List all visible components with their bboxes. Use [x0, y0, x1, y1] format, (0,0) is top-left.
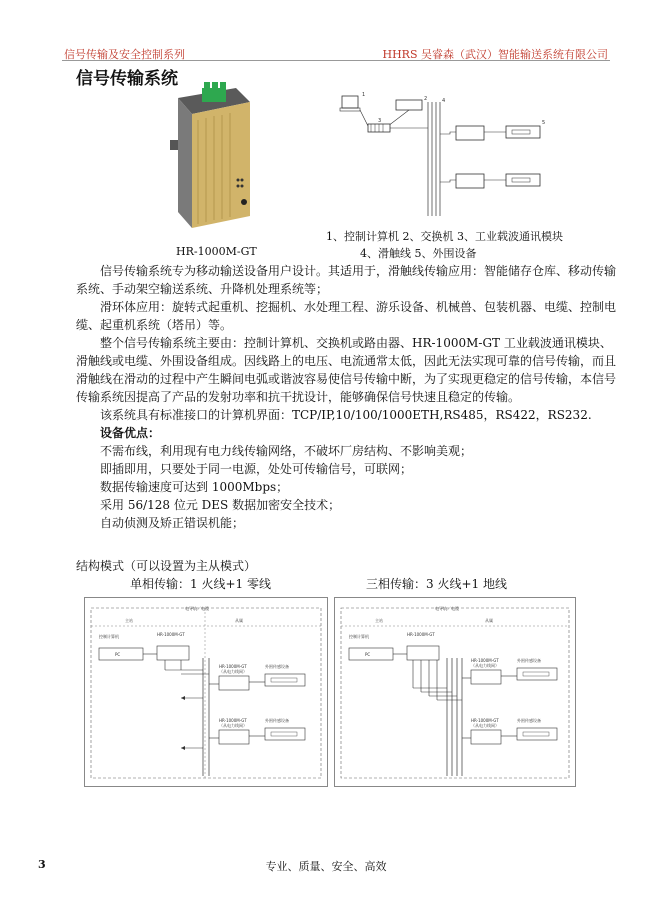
product-device-image — [158, 80, 258, 230]
product-caption: HR-1000M-GT — [176, 245, 257, 258]
paragraph-intro: 信号传输系统专为移动输送设备用户设计。其适用于，滑触线传输应用：智能储存仓库、移动传输系统、手动架空输送系统、升降机处理系统等； — [76, 264, 617, 296]
module-label: HR-1000M-GT — [407, 632, 435, 637]
single-phase-label: 单相传输：1 火线+1 零线 — [130, 577, 271, 591]
module-label: HR-1000M-GT — [219, 718, 247, 723]
diagram-number-3: 3 — [378, 118, 382, 124]
series-title: 信号传输及安全控制系列 — [64, 48, 185, 61]
pc-label: PC — [365, 652, 371, 657]
ext-label: 外围传感设备 — [517, 658, 541, 663]
three-phase-label: 三相传输：3 火线+1 地线 — [366, 577, 507, 591]
bus-label: 电导轨／电缆 — [185, 606, 209, 611]
header-divider — [62, 60, 610, 61]
bus-label: 电导轨／电缆 — [435, 606, 459, 611]
ext-label: 外围传感设备 — [265, 664, 289, 669]
module-sub-label: （从电力线网） — [471, 663, 499, 668]
module-sub-label: （从电力线网） — [471, 723, 499, 728]
module-label: HR-1000M-GT — [219, 664, 247, 669]
page-number: 3 — [38, 858, 46, 871]
slave-label: 从属 — [235, 618, 243, 623]
ext-label: 外围传感设备 — [517, 718, 541, 723]
paragraph-interfaces: 该系统具有标准接口的计算机界面：TCP/IP,10/100/1000ETH,RS485，RS422，RS232. — [100, 408, 592, 422]
advantage-item: 自动侦测及矫正错误机能； — [100, 516, 245, 530]
master-label: 主站 — [375, 618, 383, 623]
single-phase-diagram — [84, 597, 328, 787]
advantage-item: 数据传输速度可达到 1000Mbps； — [100, 480, 289, 494]
diagram-number-2: 2 — [424, 96, 428, 102]
ctrl-pc-label: 控制计算机 — [349, 634, 369, 639]
paragraph-components: 整个信号传输系统主要由：控制计算机、交换机或路由器、HR-1000M-GT 工业载波通讯模块、滑触线或电缆、外围设备组成。因线路上的电压、电流通常太低，因此无法实现可靠的信号传输，而且滑触线在滑动的过程中产生瞬间电弧或谐波容易使信号传输中断，为了实现更稳定的信号传输，本信号传输系统因提高了产品的发射功率和抗干扰设计，能够确保信号快速且稳定的传输。 — [76, 336, 617, 404]
module-sub-label: （从电力线网） — [219, 669, 247, 674]
diagram-number-5: 5 — [542, 120, 546, 126]
module-label: HR-1000M-GT — [471, 658, 499, 663]
diagram-number-1: 1 — [362, 92, 366, 98]
ext-label: 外围传感设备 — [265, 718, 289, 723]
diagram-legend-line1: 1、控制计算机 2、交换机 3、工业载波通讯模块 — [326, 230, 563, 243]
diagram-number-4: 4 — [442, 98, 446, 104]
diagram-legend-line2: 4、滑触线 5、外围设备 — [360, 247, 477, 260]
footer-slogan: 专业、质量、安全、高效 — [265, 860, 387, 873]
structure-title: 结构模式（可以设置为主从模式） — [76, 559, 257, 573]
module-label: HR-1000M-GT — [157, 632, 185, 637]
paragraph-slipring: 滑环体应用：旋转式起重机、挖掘机、水处理工程、游乐设备、机械兽、包装机器、电缆、控制电缆、起重机系统（塔吊）等。 — [76, 300, 617, 332]
company-name: HHRS 吴睿森（武汉）智能输送系统有限公司 — [382, 48, 608, 61]
module-sub-label: （从电力线网） — [219, 723, 247, 728]
advantage-item: 不需布线，利用现有电力线传输网络，不破坏厂房结构、不影响美观； — [100, 444, 473, 458]
module-label: HR-1000M-GT — [471, 718, 499, 723]
pc-label: PC — [115, 652, 121, 657]
system-topology-diagram — [338, 88, 568, 218]
master-label: 主站 — [125, 618, 133, 623]
advantages-title: 设备优点： — [100, 426, 161, 440]
three-phase-diagram — [334, 597, 576, 787]
body-text — [76, 262, 616, 532]
page-title: 信号传输系统 — [76, 69, 178, 89]
advantage-item: 即插即用，只要处于同一电源，处处可传输信号，可联网； — [100, 462, 413, 476]
ctrl-pc-label: 控制计算机 — [99, 634, 119, 639]
slave-label: 从属 — [485, 618, 493, 623]
advantage-item: 采用 56/128 位元 DES 数据加密安全技术； — [100, 498, 341, 512]
